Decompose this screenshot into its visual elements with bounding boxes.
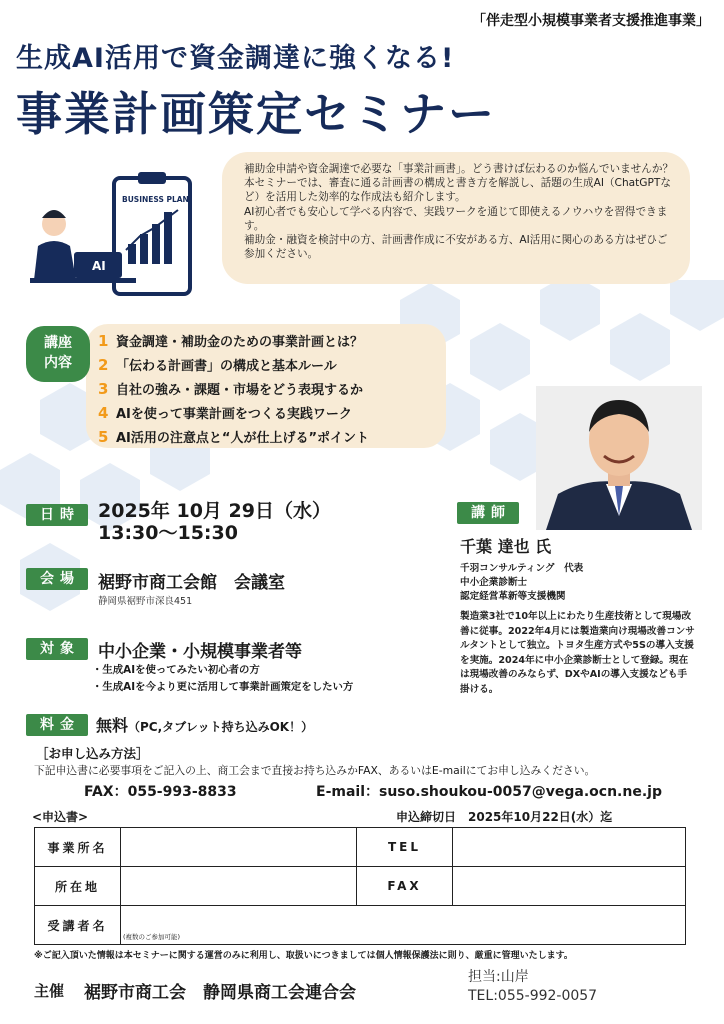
target-main: 中小企業・小規模事業者等 — [98, 642, 302, 662]
item-text: 資金調達・補助金のための事業計画とは？ — [116, 335, 364, 350]
intro-paragraph: AI初心者でも安心して学べる内容で、実践ワークを通じて即使えるノウハウを習得できます。 — [244, 205, 668, 232]
intro-text — [244, 162, 674, 261]
address-field[interactable] — [121, 867, 357, 906]
course-label-line2: 内容 — [44, 355, 72, 371]
host-names: 裾野市商工会 静岡県商工会連合会 — [84, 983, 356, 1003]
fee-main: 無料 — [96, 716, 129, 735]
address-label: 所在地 — [35, 867, 121, 906]
target-label: 対象 — [26, 638, 88, 660]
item-number: 5 — [98, 428, 109, 446]
table-row — [35, 828, 686, 867]
item-number: 1 — [98, 332, 109, 350]
item-text: AIを使って事業計画をつくる実践ワーク — [116, 407, 352, 422]
fee-note: （PC,タブレット持ち込みOK！） — [128, 720, 314, 734]
application-form — [34, 827, 686, 945]
email-address: E-mail：suso.shoukou-0057@vega.ocn.ne.jp — [316, 784, 662, 800]
instructor-title: 中小企業診断士 — [460, 577, 528, 588]
company-label: 事業所名 — [35, 828, 121, 867]
list-item — [98, 354, 369, 378]
instructor-photo — [536, 386, 702, 530]
instructor-name: 千葉 達也 氏 — [460, 537, 552, 556]
instructor-label: 講師 — [457, 502, 519, 524]
tel-label: TEL — [357, 828, 453, 867]
privacy-note: ※ご記入頂いた情報は本セミナーに関する運営のみに利用し、取扱いにつきましては個人情報保護法に則り、厳重に管理いたします。 — [34, 951, 573, 961]
item-number: 3 — [98, 380, 109, 398]
venue-name: 裾野市商工会館 会議室 — [98, 573, 285, 593]
attendee-note: (複数のご参加可能) — [123, 933, 181, 941]
fax-field[interactable] — [453, 867, 686, 906]
course-label — [26, 326, 90, 382]
board-title: BUSINESS PLAN — [122, 195, 189, 204]
program-tag: 「伴走型小規模事業者支援推進事業」 — [472, 13, 710, 29]
tel-field[interactable] — [453, 828, 686, 867]
venue-address: 静岡県裾野市深良451 — [98, 596, 193, 607]
course-list — [98, 330, 369, 450]
company-field[interactable] — [121, 828, 357, 867]
date-label: 日時 — [26, 504, 88, 526]
title-line1: 生成AI活用で資金調達に強くなる! — [16, 43, 455, 74]
attendee-field[interactable] — [121, 906, 686, 945]
item-number: 4 — [98, 404, 109, 422]
instructor-title: 認定経営革新等支援機関 — [460, 591, 566, 602]
event-date: 2025年 10月 29日（水） — [98, 500, 331, 522]
course-box — [86, 324, 446, 448]
deadline: 申込締切日 2025年10月22日(水）迄 — [396, 810, 613, 824]
fee-label: 料金 — [26, 714, 88, 736]
svg-text:AI — [92, 259, 106, 273]
intro-paragraph: 補助金申請や資金調達で必要な「事業計画書」。どう書けば伝わるのか悩んでいませんか？ — [244, 163, 674, 175]
page-title: 事業計画策定セミナー — [16, 87, 496, 141]
fax-number: FAX：055-993-8833 — [84, 784, 237, 800]
fee — [96, 713, 313, 736]
form-heading: <申込書> — [32, 810, 89, 824]
venue-label: 会場 — [26, 568, 88, 590]
instructor-bio: 製造業3社で10年以上にわたり生産技術として現場改善に従事。2022年4月には製造業向け現場改善コンサルタントとして独立。トヨタ生産方式や5Sの導入支援を実施。2024年に中小企業診断士として登録。現在は現場改善のみならず、DXやAIの導入支援なども手掛ける。 — [460, 611, 695, 695]
fax-label: FAX — [357, 867, 453, 906]
contact-person: 担当:山岸 — [468, 969, 529, 985]
table-row — [35, 867, 686, 906]
list-item — [98, 330, 369, 354]
business-plan-illustration — [30, 172, 210, 304]
laptop-label: AI — [92, 259, 106, 273]
item-text: 「伝わる計画書」の構成と基本ルール — [116, 359, 337, 374]
apply-heading: ［お申し込み方法］ — [36, 746, 149, 761]
intro-box — [222, 152, 690, 284]
intro-paragraph: 補助金・融資を検討中の方、計画書作成に不安がある方、AI活用に関心のある方はぜひご参加ください。 — [244, 234, 668, 261]
attendee-label: 受講者名 — [35, 906, 121, 945]
event-time: 13:30〜15:30 — [98, 522, 238, 544]
list-item — [98, 402, 369, 426]
item-number: 2 — [98, 356, 109, 374]
list-item — [98, 378, 369, 402]
table-row — [35, 906, 686, 945]
list-item — [98, 426, 369, 450]
apply-text: 下記申込書に必要事項をご記入の上、商工会まで直接お持ち込みかFAX、あるいはE-mailにてお申し込みください。 — [34, 764, 596, 777]
course-label-line1: 講座 — [44, 335, 72, 351]
target-sub-item: ・生成AIを使ってみたい初心者の方 — [92, 664, 260, 676]
contact-tel: TEL:055-992-0057 — [468, 988, 598, 1004]
host-label: 主催 — [34, 982, 65, 1000]
instructor-title: 千羽コンサルティング 代表 — [460, 563, 584, 574]
target-sub-item: ・生成AIを今より更に活用して事業計画策定をしたい方 — [92, 681, 354, 693]
target-sub — [92, 662, 353, 696]
instructor-titles — [460, 562, 583, 604]
intro-paragraph: 本セミナーでは、審査に通る計画書の構成と書き方を解説し、話題の生成AI（ChatGPTなど）を活用した効率的な作成法も紹介します。 — [244, 177, 671, 204]
item-text: AI活用の注意点と“人が仕上げる”ポイント — [116, 431, 369, 446]
svg-text:BUSINESS PLAN — [122, 195, 189, 204]
item-text: 自社の強み・課題・市場をどう表現するか — [116, 383, 364, 398]
